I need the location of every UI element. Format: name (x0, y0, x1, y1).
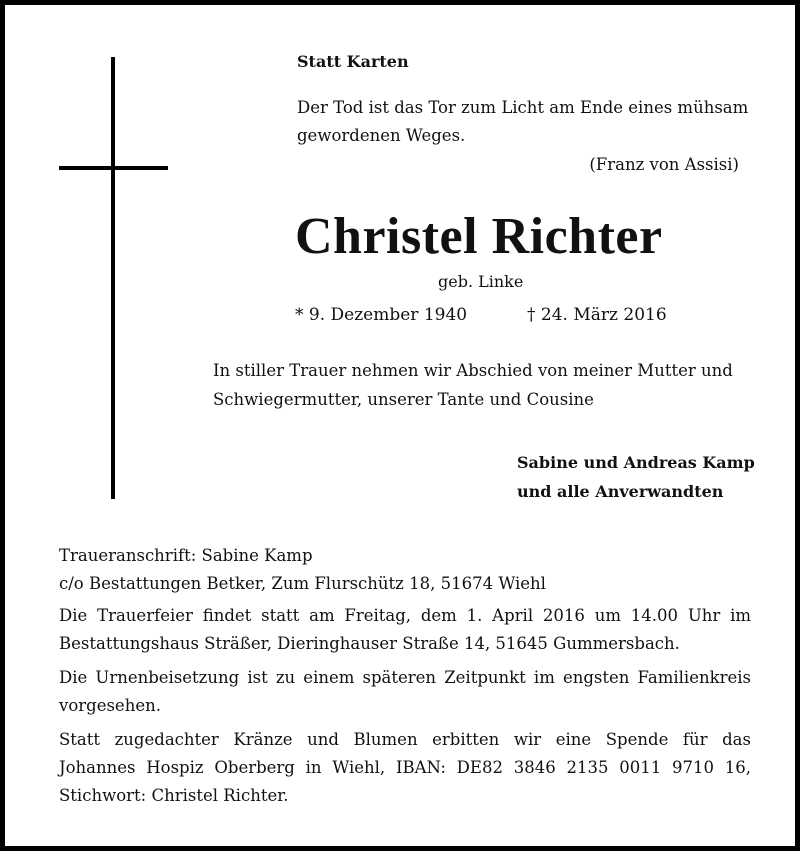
cross-icon-horizontal (59, 166, 168, 170)
maiden-name: geb. Linke (438, 272, 524, 291)
quote-line-1: Der Tod ist das Tor zum Licht am Ende eines mühsam (297, 98, 749, 117)
ceremony-paragraph (59, 602, 751, 658)
address-line-2: c/o Bestattungen Betker, Zum Flurschütz 18, 51674 Wiehl (59, 574, 546, 593)
urn-paragraph (59, 664, 751, 720)
statt-karten-heading: Statt Karten (297, 52, 409, 71)
signers-line-1: Sabine und Andreas Kamp (517, 453, 755, 472)
ceremony-line-2: Bestattungshaus Sträßer, Dieringhauser Straße 14, 51645 Gummersbach. (59, 634, 680, 653)
address-line-1: Traueranschrift: Sabine Kamp (59, 546, 313, 565)
birth-date: * 9. Dezember 1940 (295, 305, 468, 325)
donation-line-3: Stichwort: Christel Richter. (59, 786, 289, 805)
donation-line-2: Johannes Hospiz Oberberg in Wiehl, IBAN: DE82 3846 2135 0011 9710 16, (59, 758, 751, 777)
mourning-text-line-1: In stiller Trauer nehmen wir Abschied von meiner Mutter und (213, 361, 733, 380)
mourning-address-line-1 (59, 542, 751, 570)
donation-paragraph (59, 726, 751, 810)
deceased-name: Christel Richter (295, 208, 663, 265)
death-date: † 24. März 2016 (527, 305, 667, 325)
urn-line-2: vorgesehen. (59, 696, 161, 715)
ceremony-line-1: Die Trauerfeier findet statt am Freitag, dem 1. April 2016 um 14.00 Uhr im (59, 606, 751, 625)
mourning-text-line-2: Schwiegermutter, unserer Tante und Cousine (213, 390, 594, 409)
cross-icon-vertical (111, 57, 115, 499)
mourning-address-line-2 (59, 570, 751, 598)
donation-line-1: Statt zugedachter Kränze und Blumen erbitten wir eine Spende für das (59, 730, 751, 749)
quote-author: (Franz von Assisi) (589, 155, 739, 174)
urn-line-1: Die Urnenbeisetzung ist zu einem späteren Zeitpunkt im engsten Familienkreis (59, 668, 751, 687)
quote-line-2: gewordenen Weges. (297, 126, 466, 145)
signers-line-2: und alle Anverwandten (517, 482, 724, 501)
